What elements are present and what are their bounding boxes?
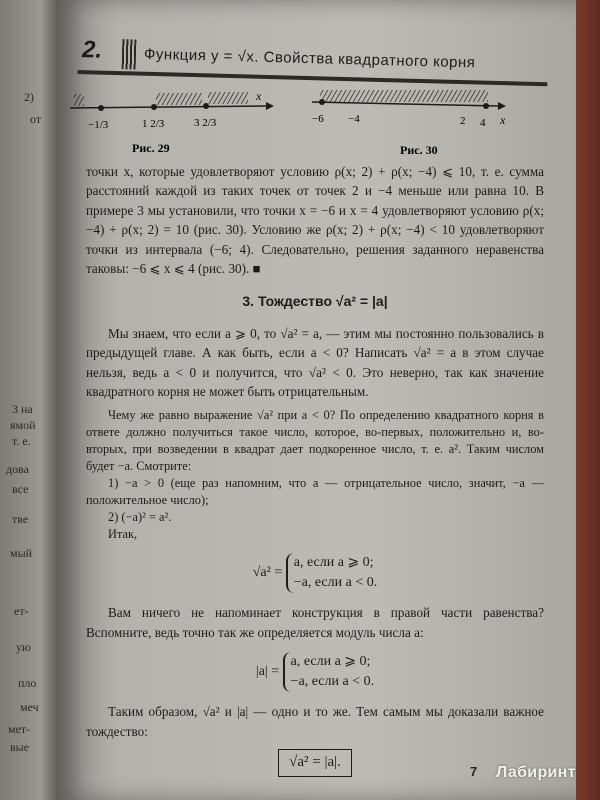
tick-label: 2 (460, 115, 466, 127)
figures-area (56, 80, 576, 160)
case-line: −a, если a < 0. (293, 575, 378, 591)
paragraph: Чему же равно выражение √a² при a < 0? По определению квадратного корня в ответе должно получиться такое число, которое, во-первых, положительно и, во-вторых, при возведении в квадрат дает подкоренное число, т. е. a². Таким числом будет −a. Смотрите: (86, 408, 544, 474)
formula-modulus-cases (86, 652, 544, 692)
axis-line (312, 102, 498, 106)
paragraph: Итак, (108, 527, 138, 542)
page-number: 7 (470, 764, 478, 779)
tick-label: 1 2/3 (142, 118, 165, 130)
paragraph: Таким образом, √a² и |a| — одно и то же. Тем самым мы доказали важное тождество: (86, 704, 544, 739)
hatch-region (208, 92, 248, 104)
paragraph: точки x, которые удовлетворяют условию ρ(x; 2) + ρ(x; −4) ⩽ 10, т. е. сумма расстояний каждой из таких точек от точек 2 и −4 меньше или равна 10. В примере 3 мы установили, что точки x = −6 и x = 4 удовлетворяют условию ρ(x; −4) + ρ(x; 2) = 10 (рис. 30). Условию же ρ(x; 2) + ρ(x; −4) < 10 удовлетворяют точки из интервала (−6; 4). Следовательно, решения заданного неравенства таковы: −6 ⩽ x ⩽ 4 (рис. 30). ■ (86, 164, 544, 277)
point-marker (203, 103, 209, 109)
left-fragment: меч (20, 700, 39, 714)
point-marker (151, 104, 157, 110)
formula-sqrt-cases (86, 553, 544, 593)
cases-brace (286, 553, 377, 593)
point-marker (483, 103, 489, 109)
axis-label: x (256, 89, 262, 103)
formula-lhs: √a² = (252, 565, 283, 581)
figure-29 (70, 89, 274, 155)
formula-lhs: |a| = (255, 664, 280, 680)
list-item: 2) (−a)² = a². (108, 510, 172, 525)
case-line: a, если a ⩾ 0; (290, 654, 371, 670)
cases-brace (283, 652, 374, 692)
paragraph: Вам ничего не напоминает конструкция в правой части равенства? Вспомните, ведь точно так же определяется модуль числа a: (86, 605, 544, 640)
left-fragment: 2) (24, 90, 34, 104)
axis-arrow (266, 102, 274, 110)
chapter-number: 2. (81, 36, 103, 64)
tick-label: 4 (480, 117, 486, 129)
axis-arrow (498, 102, 506, 110)
watermark-logo: Лабиринт (496, 764, 576, 781)
left-fragment: все (12, 482, 29, 496)
left-fragment: вые (10, 740, 30, 754)
left-fragment: дова (6, 462, 29, 476)
page-body (86, 162, 544, 787)
point-marker (319, 99, 325, 105)
left-fragment: 3 на (12, 402, 33, 416)
chapter-header (77, 34, 548, 86)
boxed-identity: √a² = |a|. (278, 749, 352, 776)
book-page (56, 0, 576, 800)
section-title: 3. Тождество √a² = |a| (242, 293, 388, 310)
left-fragment: ямой (10, 418, 36, 432)
tick-label: −1/3 (88, 119, 109, 131)
chapter-title: Функция y = √x. Свойства квадратного корня (143, 45, 476, 72)
left-fragment: от (30, 112, 42, 126)
left-page-edge (0, 0, 58, 800)
left-fragment: мет- (8, 722, 31, 736)
case-line: −a, если a < 0. (290, 674, 375, 690)
left-fragment: ет- (14, 604, 29, 618)
point-marker (98, 105, 104, 111)
tick-label: −6 (312, 113, 324, 125)
tick-label: 3 2/3 (194, 117, 217, 129)
hatch-region (156, 93, 202, 105)
left-fragment: пло (18, 676, 37, 690)
left-fragment: ую (16, 640, 31, 654)
hatch-region (74, 94, 84, 106)
left-fragment: мый (10, 546, 33, 560)
figure-caption: Рис. 30 (400, 143, 438, 157)
header-stripe-decoration (122, 39, 137, 69)
figure-caption: Рис. 29 (132, 141, 170, 155)
axis-label: x (500, 113, 506, 127)
tick-label: −4 (348, 113, 360, 125)
hatch-region (320, 90, 488, 102)
left-fragment: тве (12, 512, 29, 526)
book-cover-edge (576, 0, 600, 800)
list-item: 1) −a > 0 (еще раз напомним, что a — отрицательное число, значит, −a — положительное число); (86, 476, 544, 508)
left-fragment: т. е. (12, 434, 31, 448)
paragraph: Мы знаем, что если a ⩾ 0, то √a² = a, — этим мы постоянно пользовались в предыдущей главе. А как быть, если a < 0? Написать √a² = a в этом случае нельзя, ведь a < 0 и получится, что √a² < 0. Это неверно, так как значение квадратного корня не может быть отрицательным. (86, 325, 544, 400)
case-line: a, если a ⩾ 0; (293, 555, 374, 571)
figure-30 (312, 90, 506, 157)
